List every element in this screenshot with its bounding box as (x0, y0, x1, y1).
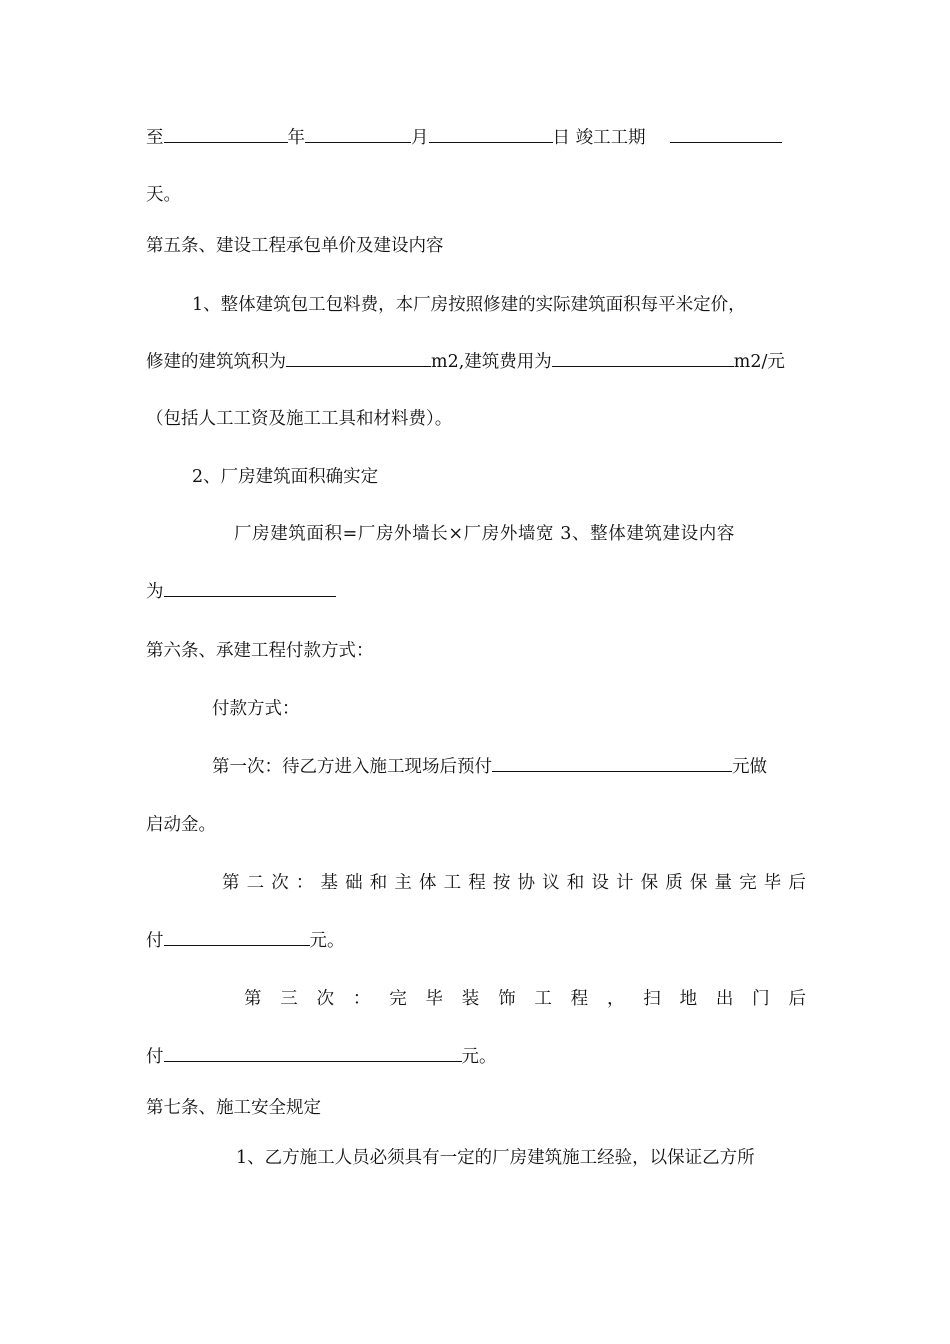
blank-third-payment-field[interactable] (164, 1043, 462, 1062)
text-day-duration: 日 竣工工期 (552, 128, 646, 148)
char: 饰 (498, 989, 516, 1009)
blank-year-field[interactable] (164, 124, 288, 143)
char: 第 (244, 989, 262, 1009)
text-yuan-as: 元做 (732, 757, 767, 777)
char: 和 (369, 873, 388, 893)
text-area-label: 修建的建筑筑积为 (146, 352, 286, 372)
article-5-para-1-note: （包括人工工资及施工工具和材料费）。 (146, 409, 453, 429)
blank-first-payment-field[interactable] (492, 753, 732, 772)
char: 工 (534, 989, 552, 1009)
text-yuan: 元。 (461, 1047, 497, 1067)
article-5-para-2: 2、厂房建筑面积确实定 (192, 467, 379, 487)
char: 次 (271, 873, 289, 893)
char: 设 (591, 873, 609, 893)
char: 保 (640, 873, 659, 893)
char: 程 (468, 873, 486, 893)
char: 三 (280, 989, 298, 1009)
char: 后 (788, 989, 806, 1009)
char: 完 (389, 989, 407, 1009)
blank-month-field[interactable] (305, 124, 411, 143)
char: 次 (316, 989, 335, 1009)
char: 协 (517, 873, 535, 893)
blank-content-field[interactable] (164, 578, 336, 597)
char: 体 (419, 873, 437, 893)
char: 地 (679, 989, 698, 1009)
char: 计 (616, 873, 634, 893)
article-7-title: 第七条、施工安全规定 (146, 1098, 321, 1118)
char: 第 (222, 873, 240, 893)
char: 基 (320, 873, 338, 893)
article-5-para-1: 1、整体建筑包工包料费，本厂房按照修建的实际建筑面积每平米定价， (192, 295, 746, 315)
text-pay: 付 (146, 931, 164, 951)
text-unit: m2/元 (733, 352, 785, 372)
text-first-payment: 第一次：待乙方进入施工现场后预付 (212, 757, 492, 777)
article-5-title: 第五条、建设工程承包单价及建设内容 (146, 236, 444, 256)
char: ： (352, 989, 371, 1009)
char: 毕 (425, 989, 443, 1009)
char: 后 (788, 873, 806, 893)
char: 质 (665, 873, 683, 893)
completion-date-line (146, 124, 806, 152)
article-5-para-3-line (146, 578, 806, 606)
article-7-para-1: 1、乙方施工人员必须具有一定的厂房建筑施工经验，以保证乙方所 (236, 1148, 755, 1168)
article-6-title: 第六条、承建工程付款方式： (146, 641, 374, 661)
char: 础 (345, 873, 363, 893)
text-year: 年 (287, 128, 305, 148)
char: 完 (739, 873, 757, 893)
char: 二 (246, 873, 265, 893)
text-pay: 付 (146, 1047, 164, 1067)
char: 工 (443, 873, 462, 893)
char: 和 (566, 873, 585, 893)
text-yuan: 元。 (309, 931, 345, 951)
article-5-para-1-area-line (146, 348, 806, 376)
second-payment-line (146, 869, 806, 897)
char: 装 (461, 989, 480, 1009)
first-payment-line (146, 753, 806, 781)
char: 按 (492, 873, 511, 893)
char: 量 (714, 873, 732, 893)
second-payment-line-2 (146, 927, 806, 955)
char: ： (295, 873, 314, 893)
char: 程 (570, 989, 589, 1009)
third-payment-line (146, 985, 806, 1013)
text-month: 月 (411, 128, 429, 148)
char: 门 (752, 989, 770, 1009)
days-line: 天。 (146, 185, 181, 205)
text-to: 至 (146, 128, 164, 148)
char: 议 (542, 873, 560, 893)
char: 出 (715, 989, 734, 1009)
blank-day-field[interactable] (429, 124, 553, 143)
char: ， (606, 989, 625, 1009)
text-cost-label: m2,建筑费用为 (431, 352, 552, 372)
char: 保 (689, 873, 708, 893)
first-payment-line-2: 启动金。 (146, 815, 216, 835)
blank-cost-field[interactable] (552, 348, 734, 367)
payment-method-label: 付款方式： (212, 699, 300, 719)
third-payment-line-2 (146, 1043, 806, 1071)
char: 扫 (643, 989, 661, 1009)
article-5-para-2-formula: 厂房建筑面积=厂房外墙长×厂房外墙宽 3、整体建筑建设内容 (234, 524, 735, 544)
blank-second-payment-field[interactable] (164, 927, 310, 946)
blank-area-field[interactable] (286, 348, 431, 367)
char: 毕 (763, 873, 782, 893)
char: 主 (394, 873, 412, 893)
text-for: 为 (146, 582, 164, 602)
blank-duration-field[interactable] (670, 124, 782, 143)
